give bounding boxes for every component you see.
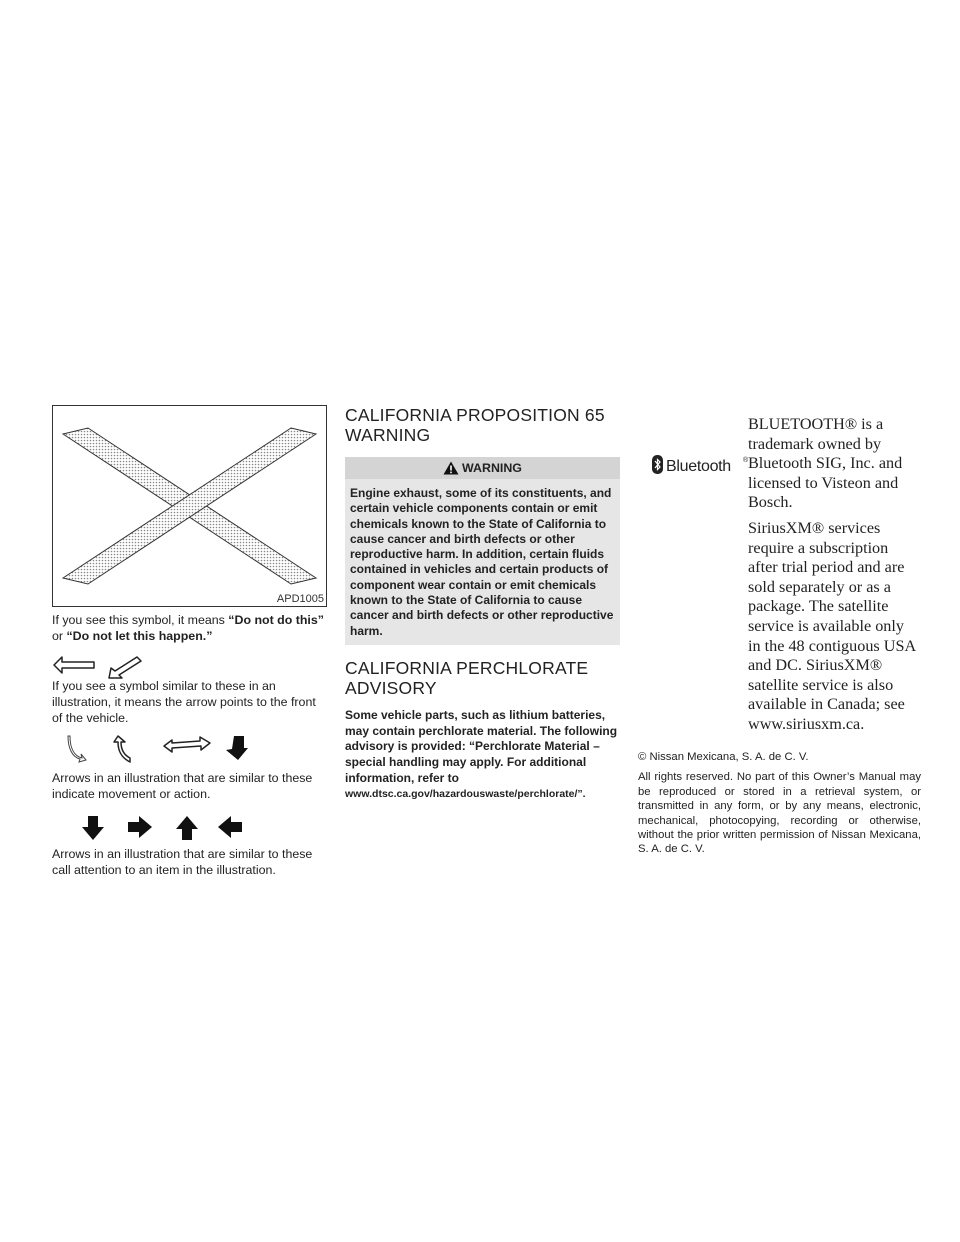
warning-box (345, 457, 620, 645)
prop65-heading: CALIFORNIA PROPOSITION 65 WARNING (345, 405, 605, 445)
warning-label: WARNING (462, 461, 522, 475)
front-arrow-left-icon (52, 654, 97, 676)
attention-arrows-row (52, 816, 327, 846)
front-arrows-row (52, 654, 327, 678)
bluetooth-logo (652, 454, 752, 481)
copyright-line: © Nissan Mexicana, S. A. de C. V. (638, 751, 809, 763)
double-arrow-icon (162, 734, 212, 756)
arrow-right-icon (128, 816, 152, 838)
curved-arrow-down-icon (66, 734, 88, 764)
svg-text:®: ® (743, 457, 749, 464)
rights-text: All rights reserved. No part of this Owner’s Manual may be reproduced or stored in a retrieval system, or transmitted in any form, or by any means, electronic, mechanical, photocopying, recording or otherwise, without the prior written permission of Nissan Mexicana, S. A. de C. V. (638, 771, 921, 856)
warning-text: Engine exhaust, some of its constituents, and certain vehicle components contain or emit chemicals known to the State of California to cause cancer and birth defects or other reproductive harm. In addition, certain fluids contained in vehicles and certain products of component wear contain or emit chemicals known to the State of California to cause cancer and birth defects or other reproductive harm. (350, 486, 614, 638)
arrow-down-icon (82, 816, 104, 840)
left-column (52, 405, 327, 878)
curved-arrow-up-icon (112, 734, 134, 764)
do-not-x-icon (53, 406, 326, 606)
perchlorate-heading: CALIFORNIA PERCHLORATE ADVISORY (345, 657, 589, 698)
arrow-front-text: If you see a symbol similar to these in an illustration, it means the arrow points to the front of the vehicle. (52, 679, 316, 725)
warning-header (345, 457, 620, 479)
figure-label: APD1005 (276, 593, 324, 605)
movement-arrows-row (52, 734, 327, 770)
arrow-left-icon (218, 816, 242, 838)
warning-triangle-icon (443, 461, 459, 475)
copyright-block (638, 750, 921, 857)
perchlorate-advisory-text: Some vehicle parts, such as lithium batteries, may contain perchlorate material. The following advisory is provided: “Perchlorate Material – special handling may apply. For additional information, refer to www.dtsc.ca.gov/hazardouswaste/perchlorate/”. (345, 707, 618, 801)
do-not-symbol-figure (52, 405, 327, 607)
bluetooth-wordmark: Bluetooth (666, 458, 731, 475)
siriusxm-text: SiriusXM® services require a subscription after trial period and are sold separately or as a package. The satellite service is available only in the 48 contiguous USA and DC. SiriusXM® satellite service is also available in Canada; see www.siriusxm.ca. (748, 519, 916, 733)
front-arrow-diagonal-icon (107, 654, 145, 680)
perchlorate-url: www.dtsc.ca.gov/hazardouswaste/perchlorate/”. (345, 788, 586, 801)
bluetooth-trademark-text: BLUETOOTH® is a trademark owned by Bluetooth SIG, Inc. and licensed to Visteon and Bosch. (748, 415, 903, 512)
attention-text: Arrows in an illustration that are similar to these call attention to an item in the illustration. (52, 847, 313, 877)
bent-arrow-down-icon (224, 734, 248, 762)
symbol-meaning-text: If you see this symbol, it means “Do not do this” or “Do not let this happen.” (52, 613, 324, 643)
movement-text: Arrows in an illustration that are similar to these indicate movement or action. (52, 771, 313, 801)
arrow-up-icon (176, 816, 198, 840)
middle-column (345, 405, 620, 803)
